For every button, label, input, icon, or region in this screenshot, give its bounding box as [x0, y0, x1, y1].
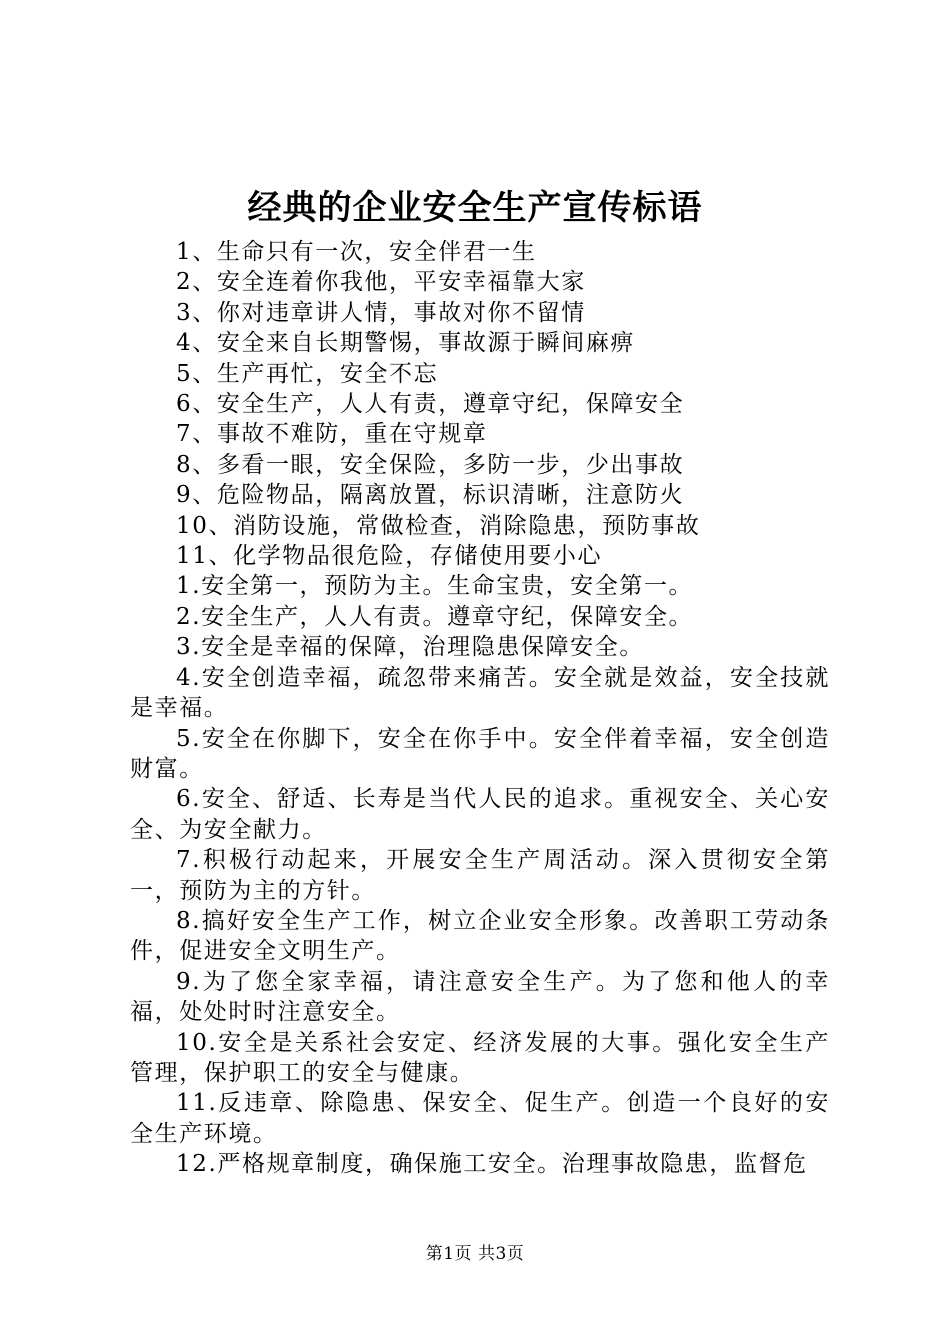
slogan-line: 8、多看一眼，安全保险，多防一步，少出事故 — [176, 451, 685, 478]
slogan-line: 3.安全是幸福的保障，治理隐患保障安全。 — [176, 634, 644, 661]
slogan-paragraph: 6.安全、舒适、长寿是当代人民的追求。重视安全、关心安全、为安全献力。 — [130, 786, 830, 843]
slogan-paragraph: 11.反违章、除隐患、保安全、促生产。创造一个良好的安全生产环境。 — [130, 1090, 830, 1147]
slogan-paragraph: 4.安全创造幸福，疏忽带来痛苦。安全就是效益，安全技就是幸福。 — [130, 664, 830, 722]
page-footer: 第1页 共3页 — [425, 1244, 525, 1264]
slogan-paragraph: 10.安全是关系社会安定、经济发展的大事。强化安全生产管理，保护职工的安全与健康。 — [130, 1029, 830, 1086]
slogan-line: 9、危险物品，隔离放置，标识清晰，注意防火 — [176, 482, 685, 509]
slogan-line: 2.安全生产，人人有责。遵章守纪，保障安全。 — [176, 603, 694, 630]
slogan-line: 1.安全第一，预防为主。生命宝贵，安全第一。 — [176, 573, 694, 600]
slogan-line: 6、安全生产，人人有责，遵章守纪，保障安全 — [176, 391, 685, 418]
document-title: 经典的企业安全生产宣传标语 — [247, 188, 703, 228]
slogan-line: 3、你对违章讲人情，事故对你不留情 — [176, 299, 586, 326]
slogan-line: 7、事故不难防，重在守规章 — [176, 421, 488, 448]
slogan-paragraph: 12.严格规章制度，确保施工安全。治理事故隐患，监督危 — [176, 1151, 808, 1178]
slogan-paragraph: 7.积极行动起来，开展安全生产周活动。深入贯彻安全第一，预防为主的方针。 — [130, 847, 830, 904]
slogan-paragraph: 5.安全在你脚下，安全在你手中。安全伴着幸福，安全创造财富。 — [130, 725, 830, 782]
slogan-line: 4、安全来自长期警惕，事故源于瞬间麻痹 — [176, 330, 636, 357]
document-body — [130, 237, 830, 1180]
slogan-line: 10、消防设施，常做检查，消除隐患，预防事故 — [176, 512, 701, 539]
slogan-paragraph: 9.为了您全家幸福，请注意安全生产。为了您和他人的幸福，处处时时注意安全。 — [130, 968, 830, 1026]
slogan-paragraph: 8.搞好安全生产工作，树立企业安全形象。改善职工劳动条件，促进安全文明生产。 — [130, 907, 830, 965]
slogan-line: 11、化学物品很危险，存储使用要小心 — [176, 543, 603, 570]
slogan-line: 2、安全连着你我他，平安幸福靠大家 — [176, 269, 586, 296]
slogan-line: 1、生命只有一次，安全伴君一生 — [176, 239, 537, 265]
slogan-line: 5、生产再忙，安全不忘 — [176, 360, 439, 387]
